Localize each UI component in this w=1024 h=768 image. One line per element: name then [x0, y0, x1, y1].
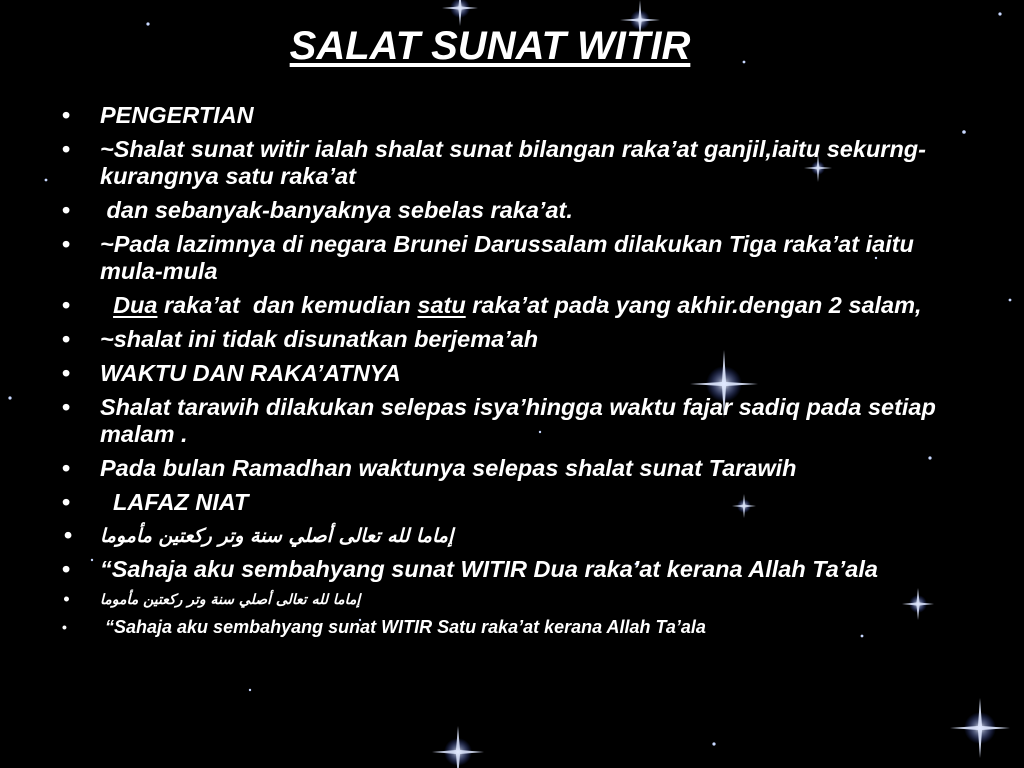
list-item: • dan sebanyak-banyaknya sebelas raka’at.: [62, 197, 573, 223]
bullet-dot: •: [62, 102, 71, 128]
bullet-dot: •: [62, 619, 67, 635]
bullet-dot: •: [62, 525, 75, 547]
bullet-dot: •: [62, 556, 71, 582]
list-item: • ~Shalat sunat witir ialah shalat sunat bilangan raka’at ganjil,iaitu sekurng-kurangnya satu raka’at: [62, 136, 926, 189]
list-item: • LAFAZ NIAT: [62, 489, 249, 515]
bullet-dot: •: [62, 489, 71, 515]
sparkle-star-icon: [432, 726, 484, 768]
list-item: • PENGERTIAN: [62, 102, 254, 128]
bullet-dot: •: [62, 326, 71, 352]
list-item-arabic: [62, 523, 962, 549]
sparkle-star-icon: [950, 698, 1010, 758]
bullet-dot: •: [62, 231, 71, 257]
bullet-dot: •: [62, 592, 71, 608]
list-item: • Pada bulan Ramadhan waktunya selepas shalat sunat Tarawih: [62, 455, 797, 481]
list-item: • “Sahaja aku sembahyang sunat WITIR Satu raka’at kerana Allah Ta’ala: [62, 617, 706, 637]
bullet-dot: •: [62, 394, 71, 420]
slide-title: SALAT SUNAT WITIR: [289, 24, 691, 68]
underlined-word: Dua: [113, 292, 158, 318]
bullet-dot: •: [62, 360, 71, 386]
bullet-dot: •: [62, 197, 71, 223]
list-item: • ~Pada lazimnya di negara Brunei Darussalam dilakukan Tiga raka’at iaitu mula-mula: [62, 231, 914, 284]
list-item: • WAKTU DAN RAKA’ATNYA: [62, 360, 401, 386]
bullet-dot: •: [62, 455, 71, 481]
arabic-niat-text: إماما لله تعالى أصلي سنة وتر ركعتين مأموما: [100, 525, 454, 547]
list-item: • ~shalat ini tidak disunatkan berjema’ah: [62, 326, 539, 352]
list-item-arabic: [62, 590, 962, 610]
sparkle-star-icon: [442, 0, 478, 26]
bullet-list: [62, 102, 962, 642]
underlined-word: satu: [417, 292, 466, 318]
list-item: • “Sahaja aku sembahyang sunat WITIR Dua raka’at kerana Allah Ta’ala: [62, 556, 878, 582]
list-item: • Shalat tarawih dilakukan selepas isya’hingga waktu fajar sadiq pada setiap malam .: [62, 394, 936, 447]
arabic-niat-text: إماما لله تعالى أصلي سنة وتر ركعتين مأموما: [100, 592, 361, 608]
list-item: • Dua raka’at dan kemudian satu raka’at pada yang akhir.dengan 2 salam,: [62, 292, 922, 318]
bullet-dot: •: [62, 136, 71, 162]
bullet-dot: •: [62, 292, 71, 318]
